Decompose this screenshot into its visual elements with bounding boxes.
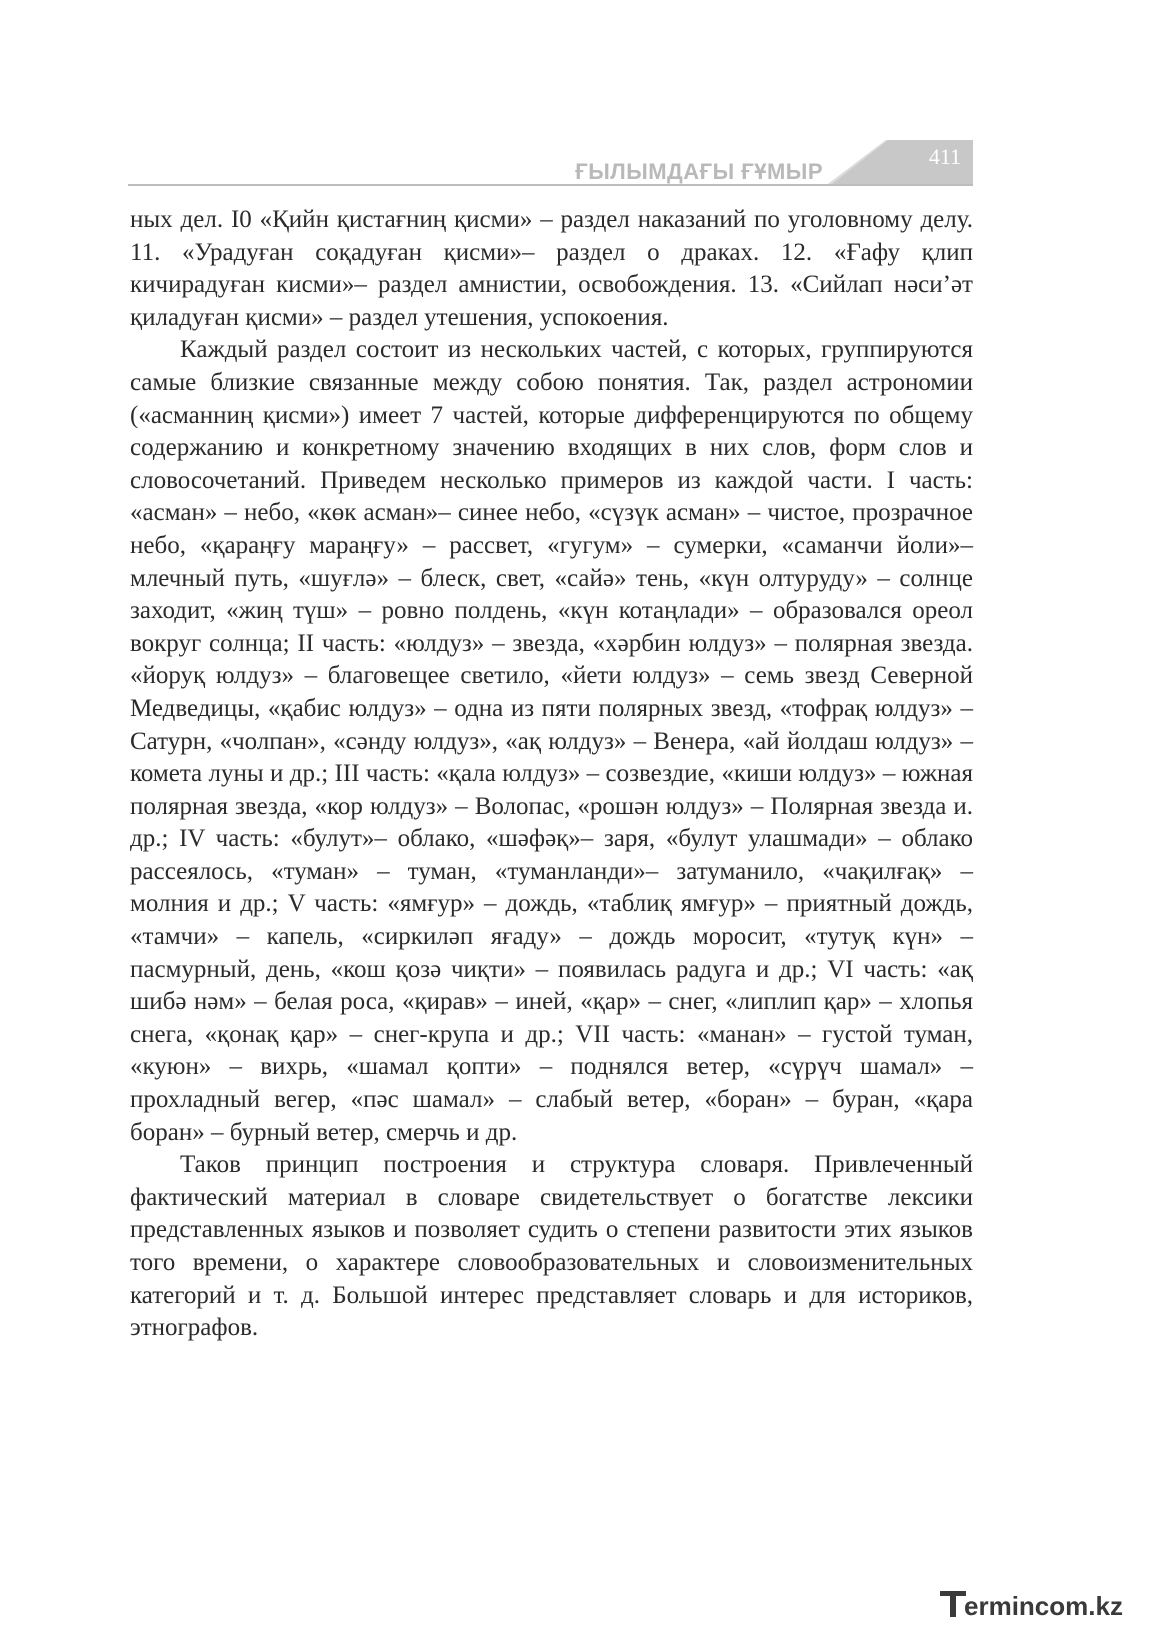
paragraph-continuation: ных дел. I0 «Қийн қистағниң қисми» – раздел наказаний по уголовному делу. 11. «Урадуған соқадуған қисми»– раздел о драках. 12. «Ғафу қлип кичирадуған кисми»– раздел амнистии, освобождения. 13. «Сийлап нәси’әт қиладуған қисми» – раздел утешения, успокоения. [130,206,973,331]
paragraph-conclusion: Таков принцип построения и структура словаря. Привлеченный фактический материал в словаре свидетельствует о богатстве лексики представленных языков и позволяет судить о степени развитости этих языков того времени, о характере словообразовательных и словоизменительных категорий и т. д. Большой интерес представляет словарь и для историков, этнографов. [130,1151,973,1342]
running-header [128,138,973,188]
header-rule [128,184,973,186]
watermark-logo [940,1585,1140,1625]
body-text [130,204,973,1345]
page-number: 411 [928,144,961,169]
paragraph-sections: Каждый раздел состоит из нескольких частей, с которых, группируются самые близкие связанные между собою понятия. Так, раздел астрономии («асманниң қисми») имеет 7 частей, которые дифференцируются по общему содержанию и конкретному значению входящих в них слов, форм слов и словосочетаний. Приведем несколько примеров из каждой части. I часть: «асман» – небо, «көк асман»– синее небо, «сүзүк асман» – чистое, прозрачное небо, «қараңғу мараңғу» – рассвет, «гугум» – сумерки, «саманчи йоли»– млечный путь, «шуғлә» – блеск, свет, «сайә» тень, «күн олтуруду» – солнце заходит, «жиң түш» – ровно полдень, «күн котаңлади» – образовался ореол вокруг солнца; II часть: «юлдуз» – звезда, «хәрбин юлдуз» – полярная звезда. «йоруқ юлдуз» – благовещее светило, «йети юлдуз» – семь звезд Северной Медведицы, «қабис юлдуз» – одна из пяти полярных звезд, «тофрақ юлдуз» – Сатурн, «чолпан», «сәнду юлдуз», «ақ юлдуз» – Венера, «ай йолдаш юлдуз» – комета луны и др.; III часть: «қала юлдуз» – созвездие, «киши юлдуз» – южная полярная звезда, «кор юлдуз» – Волопас, «рошән юлдуз» – Полярная звезда и. др.; IV часть: «булут»– облако, «шәфәқ»– заря, «булут улашмади» – облако рассеялось, «туман» – туман, «туманланди»– затуманило, «чақилғақ» – молния и др.; V часть: «ямғур» – дождь, «таблиқ ямғур» – приятный дождь, «тамчи» – капель, «сиркиләп яғаду» – дождь моросит, «тутуқ күн» – пасмурный, день, «кош қозә чиқти» – появилась радуга и др.; VI часть: «ақ шибә нәм» – белая роса, «қирав» – иней, «қар» – снег, «липлип қар» – хлопья снега, «қонақ қар» – снег-крупа и др.; VII часть: «манан» – густой туман, «куюн» – вихрь, «шамал қопти» – поднялся ветер, «сүрүч шамал» – прохладный вегер, «пәс шамал» – слабый ветер, «боран» – буран, «қара боран» – бурный ветер, смерчь и др. [130,336,973,1146]
running-header-title: ҒЫЛЫМДАҒЫ ҒҰМЫР [575,159,823,184]
watermark-text: ermincom.kz [964,1591,1123,1621]
